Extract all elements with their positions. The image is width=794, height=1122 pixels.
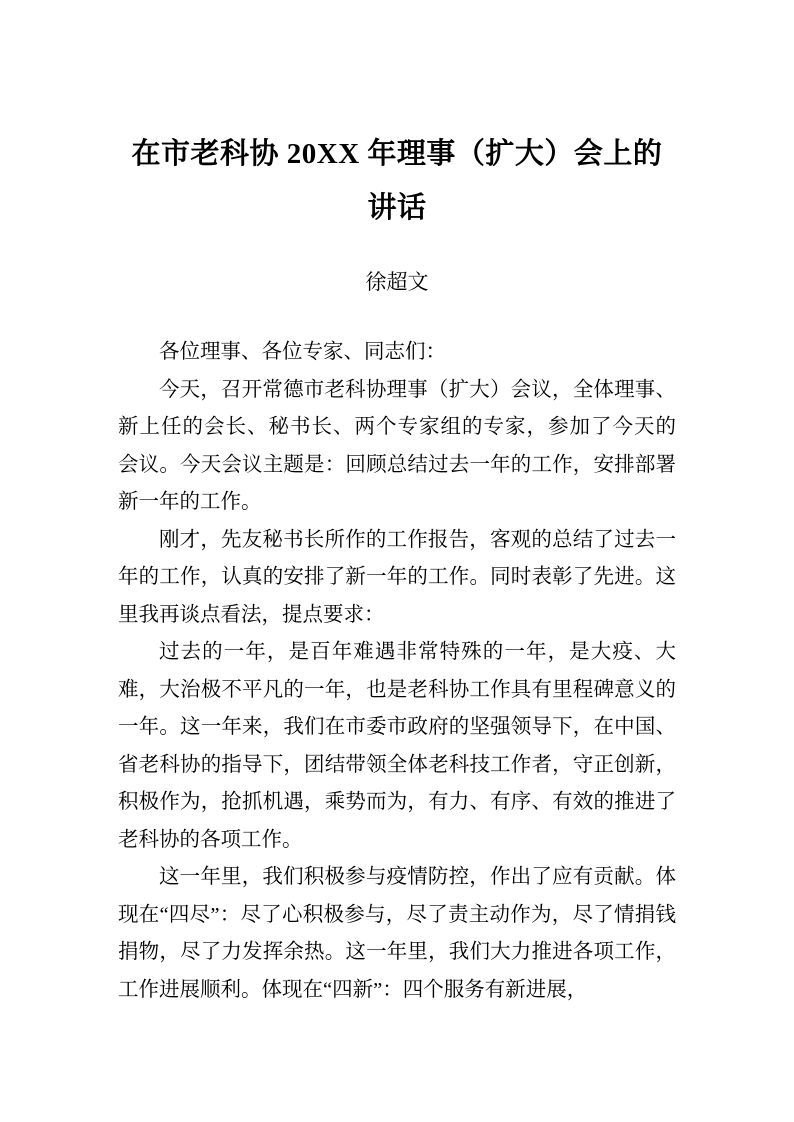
page-title [118,127,676,235]
paragraph-report-summary: 刚才，先友秘书长所作的工作报告，客观的总结了过去一年的工作，认真的安排了新一年的工作。同时表彰了先进。这里我再谈点看法，提点要求： [118,528,676,626]
document-body [118,334,676,1009]
title-line-1: 在市老科协 20XX 年理事（扩大）会上的 [131,138,663,170]
paragraph-salutation: 各位理事、各位专家、同志们： [159,341,446,363]
paragraph-achievements: 这一年里，我们积极参与疫情防控，作出了应有贡献。体现在“四尽”：尽了心积极参与，尽了责主动作为，尽了情捐钱捐物，尽了力发挥余热。这一年里，我们大力推进各项工作，工作进展顺利。体现在“四新”：四个服务有新进展， [118,866,676,1001]
paragraph-past-year-review: 过去的一年，是百年难遇非常特殊的一年，是大疫、大难，大治极不平凡的一年，也是老科协工作具有里程碑意义的一年。这一年来，我们在市委市政府的坚强领导下，在中国、省老科协的指导下，团结带领全体老科技工作者，守正创新，积极作为，抢抓机遇，乘势而为，有力、有序、有效的推进了老科协的各项工作。 [118,641,676,851]
author-name: 徐超文 [365,270,429,294]
paragraph-meeting-intro: 今天，召开常德市老科协理事（扩大）会议，全体理事、新上任的会长、秘书长、两个专家组的专家，参加了今天的 会议。今天会议主题是：回顾总结过去一年的工作，安排部署新一年的工作。 [118,378,676,513]
title-line-2: 讲话 [367,192,427,224]
